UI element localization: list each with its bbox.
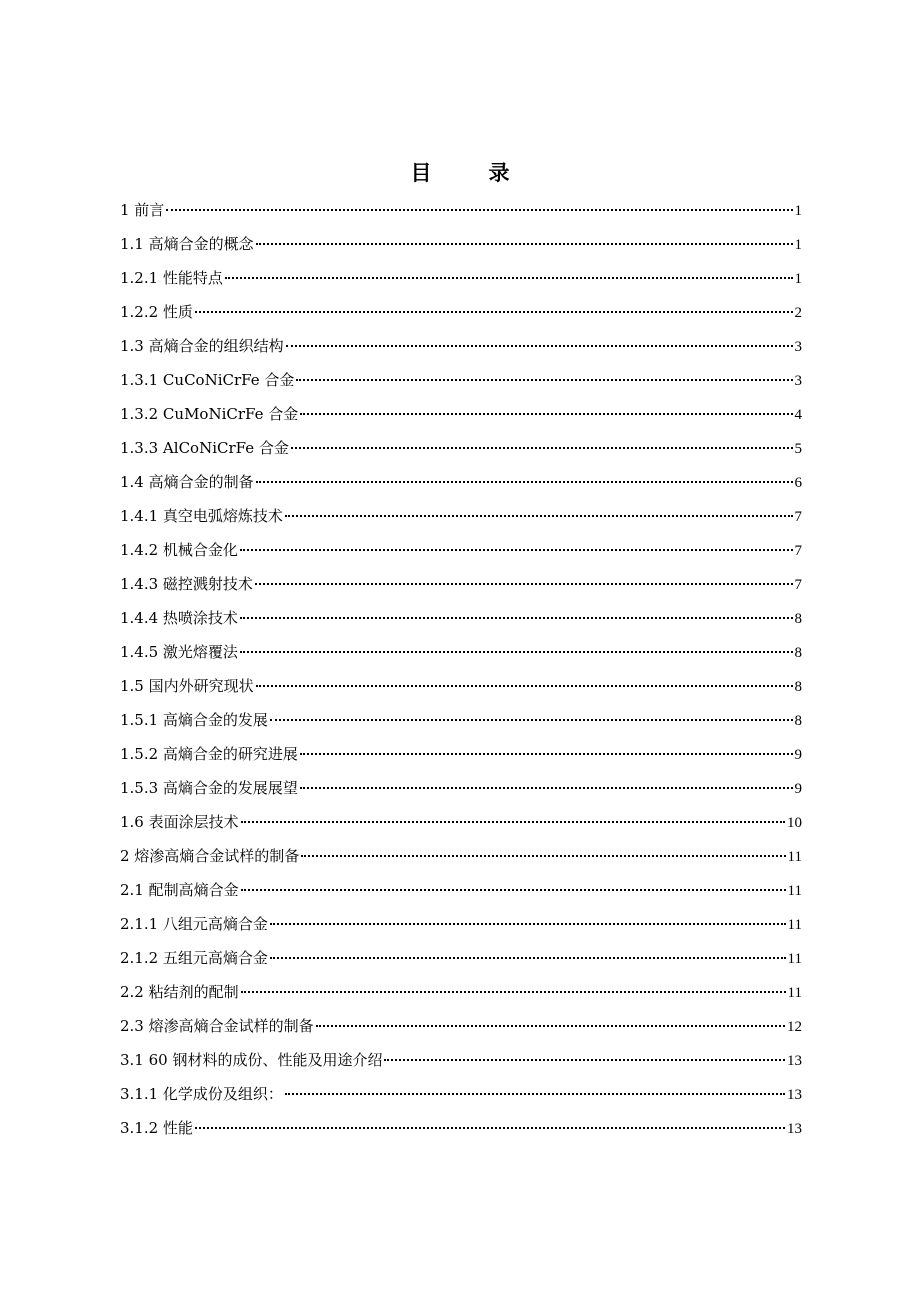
toc-dot-leader (285, 1093, 785, 1095)
table-of-contents (120, 196, 802, 1148)
toc-dot-leader (195, 311, 793, 313)
toc-entry[interactable] (120, 876, 802, 910)
toc-entry[interactable] (120, 604, 802, 638)
toc-entry[interactable] (120, 366, 802, 400)
toc-entry-label: 2.1 配制高熵合金 (120, 881, 239, 899)
toc-dot-leader (300, 753, 793, 755)
toc-entry-label: 1.3 高熵合金的组织结构 (120, 337, 284, 355)
toc-entry-label: 2.2 粘结剂的配制 (120, 983, 239, 1001)
toc-entry-page-number: 12 (787, 1019, 802, 1035)
toc-entry[interactable] (120, 638, 802, 672)
toc-dot-leader (301, 855, 785, 857)
toc-dot-leader (166, 209, 792, 211)
toc-entry-page-number: 11 (787, 951, 802, 967)
toc-entry-page-number: 13 (787, 1053, 802, 1069)
toc-entry-label: 3.1.1 化学成份及组织： (120, 1085, 283, 1103)
toc-dot-leader (256, 685, 793, 687)
toc-dot-leader (270, 923, 786, 925)
toc-entry-label: 1.5.2 高熵合金的研究进展 (120, 745, 298, 763)
toc-dot-leader (296, 379, 792, 381)
toc-entry-label: 1 前言 (120, 201, 165, 219)
toc-entry-page-number: 11 (787, 917, 802, 933)
toc-entry-page-number: 8 (794, 679, 802, 695)
toc-entry[interactable] (120, 400, 802, 434)
toc-entry[interactable] (120, 332, 802, 366)
toc-entry[interactable] (120, 706, 802, 740)
toc-entry[interactable] (120, 196, 802, 230)
toc-entry[interactable] (120, 978, 802, 1012)
toc-dot-leader (225, 277, 793, 279)
toc-entry-page-number: 7 (794, 577, 802, 593)
toc-dot-leader (241, 821, 785, 823)
toc-entry-page-number: 5 (794, 441, 802, 457)
toc-dot-leader (300, 413, 792, 415)
toc-entry-page-number: 9 (794, 747, 802, 763)
toc-entry-label: 2 熔渗高熵合金试样的制备 (120, 847, 300, 865)
toc-entry-page-number: 10 (787, 815, 802, 831)
toc-entry-page-number: 11 (787, 849, 802, 865)
toc-entry-page-number: 3 (794, 339, 802, 355)
toc-dot-leader (240, 651, 793, 653)
toc-dot-leader (300, 787, 793, 789)
toc-title: 目 录 (410, 160, 528, 185)
toc-dot-leader (256, 243, 793, 245)
toc-dot-leader (384, 1059, 785, 1061)
toc-entry-label: 3.1.2 性能 (120, 1119, 193, 1137)
toc-dot-leader (241, 889, 786, 891)
toc-entry[interactable] (120, 774, 802, 808)
toc-entry-page-number: 7 (794, 543, 802, 559)
toc-entry-label: 2.1.2 五组元高熵合金 (120, 949, 268, 967)
toc-entry-label: 1.3.1 CuCoNiCrFe 合金 (120, 371, 295, 389)
toc-entry-page-number: 1 (794, 271, 802, 287)
toc-dot-leader (255, 583, 793, 585)
toc-entry-page-number: 1 (794, 237, 802, 253)
toc-entry[interactable] (120, 502, 802, 536)
toc-entry-label: 1.4.3 磁控溅射技术 (120, 575, 253, 593)
toc-entry[interactable] (120, 264, 802, 298)
toc-entry-page-number: 3 (794, 373, 802, 389)
toc-entry-page-number: 8 (794, 645, 802, 661)
toc-entry[interactable] (120, 468, 802, 502)
toc-entry-page-number: 13 (787, 1121, 802, 1137)
toc-entry-label: 1.5 国内外研究现状 (120, 677, 254, 695)
toc-entry-page-number: 11 (787, 985, 802, 1001)
toc-entry-label: 1.3.2 CuMoNiCrFe 合金 (120, 405, 299, 423)
toc-entry[interactable] (120, 1012, 802, 1046)
toc-dot-leader (241, 991, 786, 993)
toc-entry-page-number: 1 (794, 203, 802, 219)
toc-dot-leader (285, 515, 793, 517)
toc-dot-leader (270, 957, 786, 959)
toc-entry[interactable] (120, 1046, 802, 1080)
toc-entry-label: 2.3 熔渗高熵合金试样的制备 (120, 1017, 314, 1035)
toc-entry[interactable] (120, 672, 802, 706)
toc-entry[interactable] (120, 536, 802, 570)
toc-entry-label: 1.4 高熵合金的制备 (120, 473, 254, 491)
toc-entry-label: 1.5.3 高熵合金的发展展望 (120, 779, 298, 797)
toc-entry[interactable] (120, 230, 802, 264)
toc-dot-leader (270, 719, 793, 721)
toc-entry-page-number: 4 (794, 407, 802, 423)
toc-dot-leader (291, 447, 793, 449)
toc-dot-leader (195, 1127, 785, 1129)
toc-entry[interactable] (120, 910, 802, 944)
toc-entry-label: 1.1 高熵合金的概念 (120, 235, 254, 253)
toc-entry-label: 1.2.1 性能特点 (120, 269, 223, 287)
toc-entry-page-number: 7 (794, 509, 802, 525)
toc-entry[interactable] (120, 808, 802, 842)
toc-entry-label: 2.1.1 八组元高熵合金 (120, 915, 268, 933)
toc-dot-leader (286, 345, 793, 347)
toc-entry-label: 1.5.1 高熵合金的发展 (120, 711, 268, 729)
toc-entry-label: 3.1 60 钢材料的成份、性能及用途介绍 (120, 1051, 383, 1069)
toc-entry[interactable] (120, 740, 802, 774)
toc-dot-leader (256, 481, 793, 483)
toc-entry-label: 1.3.3 AlCoNiCrFe 合金 (120, 439, 289, 457)
toc-dot-leader (316, 1025, 785, 1027)
toc-entry[interactable] (120, 842, 802, 876)
toc-entry[interactable] (120, 944, 802, 978)
toc-entry-label: 1.4.1 真空电弧熔炼技术 (120, 507, 283, 525)
toc-entry-page-number: 11 (787, 883, 802, 899)
toc-entry-page-number: 8 (794, 713, 802, 729)
toc-entry[interactable] (120, 570, 802, 604)
toc-entry-page-number: 6 (794, 475, 802, 491)
toc-entry[interactable] (120, 434, 802, 468)
toc-entry-label: 1.4.5 激光熔覆法 (120, 643, 238, 661)
toc-entry-label: 1.6 表面涂层技术 (120, 813, 239, 831)
toc-dot-leader (240, 617, 793, 619)
toc-entry-page-number: 13 (787, 1087, 802, 1103)
toc-entry-page-number: 2 (794, 305, 802, 321)
toc-entry-label: 1.2.2 性质 (120, 303, 193, 321)
toc-entry[interactable] (120, 1080, 802, 1114)
toc-entry-label: 1.4.4 热喷涂技术 (120, 609, 238, 627)
toc-entry-label: 1.4.2 机械合金化 (120, 541, 238, 559)
toc-entry[interactable] (120, 1114, 802, 1148)
toc-entry-page-number: 9 (794, 781, 802, 797)
toc-entry-page-number: 8 (794, 611, 802, 627)
toc-dot-leader (240, 549, 793, 551)
toc-entry[interactable] (120, 298, 802, 332)
